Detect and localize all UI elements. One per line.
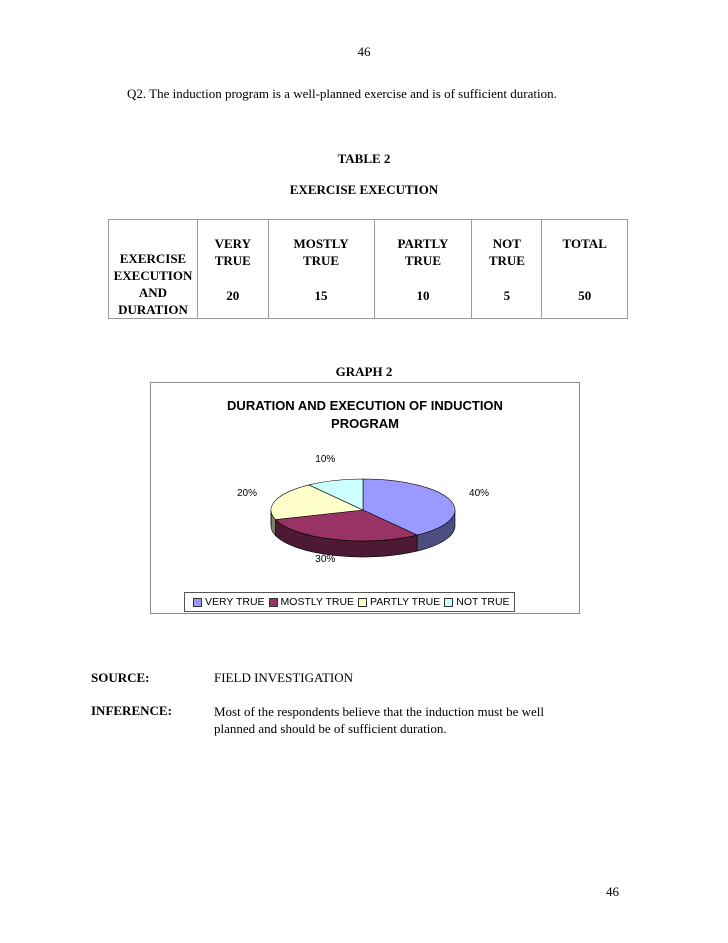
inference-line: planned and should be of sufficient duration. <box>214 721 447 736</box>
row-header-line: EXERCISE <box>119 251 187 266</box>
pie-label-partly-true: 20% <box>236 487 257 499</box>
legend-label-mostly-true: MOSTLY TRUE <box>280 596 355 608</box>
column-label: PARTLY <box>397 236 449 251</box>
chart-legend <box>184 592 515 612</box>
column-label: TRUE <box>488 253 525 268</box>
legend-swatch-mostly-true <box>269 598 278 607</box>
column-label <box>542 252 627 269</box>
pie-label-mostly-true: 30% <box>315 554 336 566</box>
cell-value: 5 <box>503 288 511 303</box>
pie-svg <box>151 383 579 583</box>
cell-value: 15 <box>314 288 328 303</box>
chart-title-line: DURATION AND EXECUTION OF INDUCTION <box>227 398 503 413</box>
legend-label-not-true: NOT TRUE <box>456 596 510 608</box>
question-text: Q2. The induction program is a well-planned exercise and is of sufficient duration. <box>127 86 557 101</box>
cell-value: 20 <box>226 288 240 303</box>
source-label: SOURCE: <box>91 670 150 685</box>
inference-text <box>214 703 544 737</box>
legend-label-partly-true: PARTLY TRUE <box>370 596 441 608</box>
chart-title-line: PROGRAM <box>331 416 399 431</box>
column-label: VERY <box>214 236 251 251</box>
cell-value: 10 <box>416 288 430 303</box>
legend-swatch-not-true <box>444 598 453 607</box>
column-very-true <box>198 220 269 319</box>
page-number-top: 46 <box>357 44 371 59</box>
column-label: TRUE <box>214 253 251 268</box>
column-label: TOTAL <box>562 236 607 251</box>
column-mostly-true <box>268 220 374 319</box>
source-text: FIELD INVESTIGATION <box>214 670 354 685</box>
table-subtitle: EXERCISE EXECUTION <box>289 182 439 197</box>
pie-chart <box>150 382 580 614</box>
inference-line: Most of the respondents believe that the induction must be well <box>214 704 544 719</box>
legend-swatch-very-true <box>193 598 202 607</box>
pie-label-not-true: 10% <box>315 453 336 465</box>
table-caption: TABLE 2 <box>337 151 391 166</box>
page-number-bottom: 46 <box>606 884 619 899</box>
column-not-true <box>472 220 542 319</box>
column-label: TRUE <box>404 253 441 268</box>
column-total <box>542 220 628 319</box>
response-table <box>108 219 628 319</box>
row-header-line: EXECUTION <box>113 268 193 283</box>
pie-label-very-true: 40% <box>469 487 490 499</box>
legend-swatch-partly-true <box>358 598 367 607</box>
graph-caption: GRAPH 2 <box>335 364 393 379</box>
column-partly-true <box>374 220 472 319</box>
row-header-line: AND <box>138 285 168 300</box>
legend-label-very-true: VERY TRUE <box>205 596 265 608</box>
row-header-cell <box>109 220 198 319</box>
cell-value: 50 <box>578 288 592 303</box>
column-label: NOT <box>492 236 521 251</box>
column-label: TRUE <box>302 253 340 268</box>
row-header-line: DURATION <box>118 302 188 317</box>
inference-label: INFERENCE: <box>91 703 172 718</box>
column-label: MOSTLY <box>293 236 349 251</box>
